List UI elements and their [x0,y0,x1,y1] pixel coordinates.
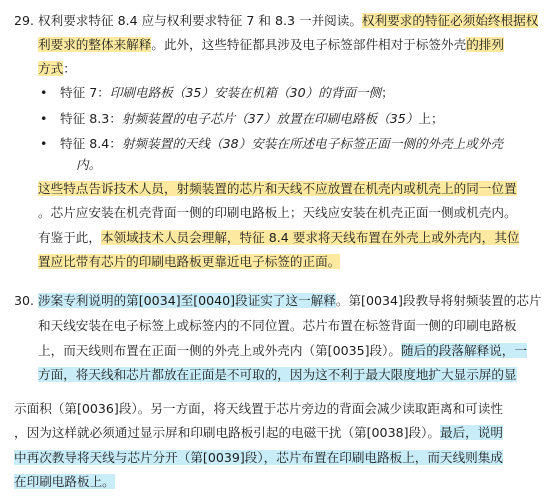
bullet-text: 射频装置的天线（38）安装在所述电子标签正面一侧的外壳上或外壳 [121,136,504,151]
paragraph-29-number: 29. [14,13,35,28]
p29-line-2-plain: 。此外，这些特征都具涉及电子标签部件相对于标签外壳 [151,37,467,52]
paragraph-29-line-4 [38,177,517,201]
p29-line-1-plain: 权利要求特征 8.4 应与权利要求特征 7 和 8.3 一并阅读。 [38,13,362,28]
p29-line-2-highlight-a: 利要求的整体来解释 [38,37,152,52]
p29-line-3-plain: ： [63,61,76,76]
p30-line-7-highlight: 中再次教导将天线与芯片分开（第[0039]段），芯片布置在印刷电路板上，而天线则集成 [14,450,503,465]
paragraph-29-line-5: 。芯片应安装在机壳背面一侧的印刷电路板上；天线应安装在机壳正面一侧或机壳内。 [38,205,517,220]
bullet-dot-icon: • [40,85,48,100]
paragraph-29-line-3 [38,57,76,81]
p29-line-1-highlight: 权利要求的特征必须始终根据权 [361,13,539,28]
bullet-item-feature-8-3 [60,107,444,131]
bullet-item-feature-8-4 [60,132,503,156]
p29-line-4-highlight: 这些特点告诉技术人员，射频装置的芯片和天线不应放置在机壳内或机壳上的同一位置 [38,181,517,196]
bullet-end: 上； [418,111,444,126]
paragraph-30-line-4 [38,363,517,387]
p29-line-6-plain: 有鉴于此， [38,230,101,245]
bullet-dot-icon: • [40,136,48,151]
bullet-dot-icon: • [40,111,48,126]
paragraph-29-line-1 [38,9,538,33]
bullet-label: 特征 8.3： [60,111,122,126]
paragraph-30-line-7 [14,446,503,470]
paragraph-29-line-7 [38,250,340,274]
paragraph-29-line-2 [38,33,504,57]
paragraph-30-line-6 [14,421,503,445]
bullet-label: 特征 7： [60,85,110,100]
paragraph-30-number: 30. [14,293,35,308]
p30-line-1-highlight: 涉案专利说明的第[0034]至[0040]段证实了这一解释 [38,293,336,308]
paragraph-29-line-6 [38,226,519,250]
bullet-text: 射频装置的电子芯片（37）放置在印刷电路板（35） [121,111,419,126]
p29-line-2-highlight-b: 的排列 [466,37,504,52]
p29-line-6-highlight: 本领域技术人员会理解，特征 8.4 要求将天线布置在外壳上或外壳内，其位 [100,230,520,245]
bullet-end: ； [381,85,394,100]
paragraph-30-line-8 [14,470,115,494]
p30-line-6-highlight: 最后，说明 [439,425,503,440]
p29-line-3-highlight: 方式 [38,61,64,76]
paragraph-30-line-3 [38,339,527,363]
bullet-item-feature-7 [60,81,394,105]
bullet-text: 印刷电路板（35）安装在机箱（30）的背面一侧 [109,85,382,100]
p30-line-3-plain: 上，而天线则布置在正面一侧的外壳上或外壳内（第[0035]段）。 [38,343,402,358]
p29-line-7-highlight: 置应比带有芯片的印刷电路板更靠近电子标签的正面。 [38,254,341,269]
bullet-label: 特征 8.4： [60,136,122,151]
paragraph-30-line-5: 示面积（第[0036]段）。另一方面，将天线置于芯片旁边的背面会减少读取距离和可读性 [14,401,503,416]
bullet-item-feature-8-4-continuation: 内。 [76,157,102,172]
paragraph-30-line-2: 和天线安装在电子标签上或标签内的不同位置。芯片布置在标签背面一侧的印刷电路板 [38,318,517,333]
p30-line-3-highlight: 随后的段落解释说，一 [401,343,527,358]
p30-line-6-plain: ，因为这样就必须通过显示屏和印刷电路板引起的电磁干扰（第[0038]段）。 [14,425,440,440]
paragraph-30-line-1 [38,289,541,313]
p30-line-4-highlight: 方面，将天线和芯片都放在正面是不可取的，因为这不利于最大限度地扩大显示屏的显 [38,367,517,382]
p30-line-8-highlight: 在印刷电路板上。 [14,474,115,489]
p30-line-1-plain: 。第[0034]段教导将射频装置的芯片 [335,293,542,308]
